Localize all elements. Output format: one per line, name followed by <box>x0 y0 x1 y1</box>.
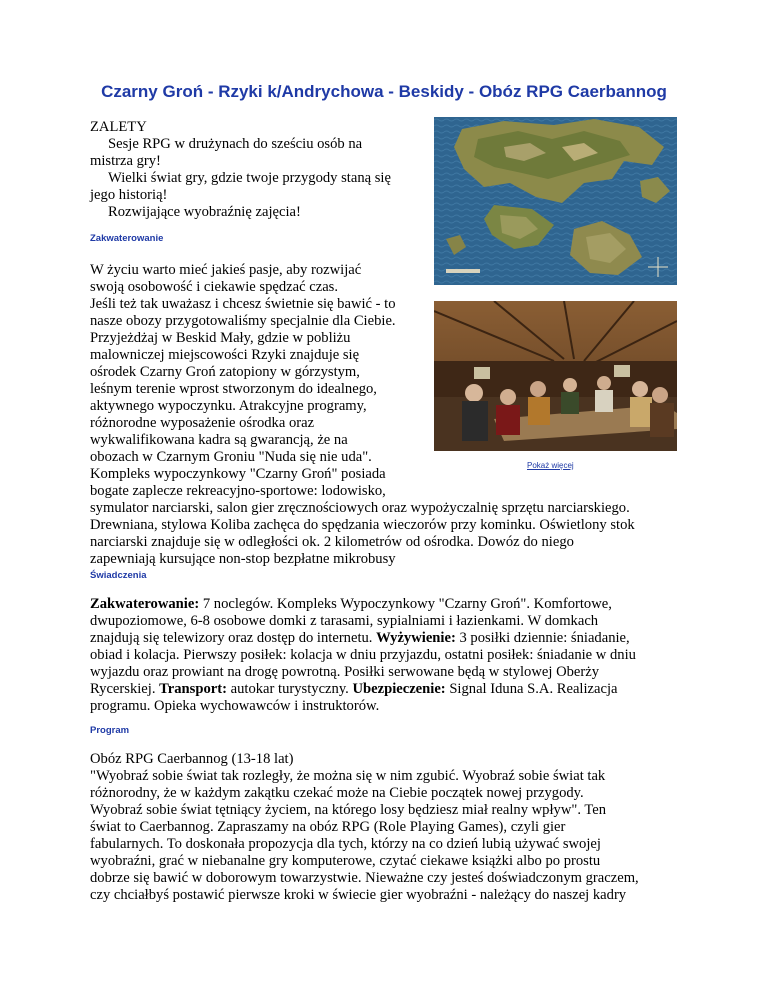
advantage-line: Sesje RPG w drużynach do sześciu osób na <box>108 136 363 152</box>
services-text: Signal Iduna S.A. Realizacja <box>445 681 618 697</box>
services-bold-label: Ubezpieczenie: <box>352 681 446 697</box>
services-line <box>90 630 636 647</box>
services-paragraph <box>90 596 636 715</box>
services-text: obiad i kolacja. Pierwszy posiłek: kolacja w dniu przyjazdu, ostatni posiłek: śniadanie w dniu <box>90 647 636 663</box>
services-line <box>90 647 636 664</box>
section-heading-program: Program <box>90 725 130 736</box>
services-line <box>90 596 636 613</box>
show-more-link[interactable]: Pokaż więcej <box>527 461 574 470</box>
intro-line: aktywnego wypoczynku. Atrakcyjne programy, <box>90 398 367 414</box>
intro-line: Jeśli też tak uważasz i chcesz świetnie się bawić - to <box>90 296 396 312</box>
program-line: świat to Caerbannog. Zapraszamy na obóz RPG (Role Playing Games), czyli gier <box>90 819 566 835</box>
services-text: 7 noclegów. Kompleks Wypoczynkowy "Czarny Groń". Komfortowe, <box>199 596 612 612</box>
intro-line: W życiu warto mieć jakieś pasje, aby rozwijać <box>90 262 362 278</box>
section-heading-accommodation: Zakwaterowanie <box>90 233 164 244</box>
services-text: znajdują się telewizory oraz dostęp do internetu. <box>90 630 377 646</box>
intro-line: malowniczej miejscowości Rzyki znajduje się <box>90 347 360 363</box>
services-text: 3 posiłki dziennie: śniadanie, <box>455 630 630 646</box>
intro-line: leśnym terenie wprost stworzonym do idealnego, <box>90 381 377 397</box>
intro-line: ośrodek Czarny Groń zatopiony w górzystym, <box>90 364 360 380</box>
map-illustration <box>434 117 677 285</box>
intro-line: Drewniana, stylowa Koliba zachęca do spędzania wieczorów przy kominku. Oświetlony stok <box>90 517 635 533</box>
services-bold-label: Wyżywienie: <box>376 630 456 646</box>
program-line: wyobraźni, grać w niebanalne gry komputerowe, czytać ciekawe książki albo po prostu <box>90 853 601 869</box>
program-line: Obóz RPG Caerbannog (13-18 lat) <box>90 751 294 767</box>
intro-line: nasze obozy przygotowaliśmy specjalnie dla Ciebie. <box>90 313 396 329</box>
services-bold-label: Transport: <box>159 681 227 697</box>
program-line: Wyobraź sobie świat tętniący życiem, na którego losy będziesz miał realny wpływ". Ten <box>90 802 607 818</box>
intro-line: symulator narciarski, salon gier zręcznościowych oraz wypożyczalnię sprzętu narciarskiego. <box>90 500 630 516</box>
services-line <box>90 664 636 681</box>
program-line: fabularnych. To doskonała propozycja dla tych, którzy na co dzień lubią używać swojej <box>90 836 601 852</box>
services-text: programu. Opieka wychowawców i instruktorów. <box>90 698 380 714</box>
program-line: dobrze się bawić w doborowym towarzystwie. Nieważne czy jesteś doświadczonym graczem, <box>90 870 639 886</box>
intro-line: Przyjeżdżaj w Beskid Mały, gdzie w pobliżu <box>90 330 351 346</box>
intro-line: zapewniają kursujące non-stop bezpłatne mikrobusy <box>90 551 396 567</box>
advantages-heading: ZALETY <box>90 119 147 135</box>
intro-line: narciarski znajduje się w odległości ok. 2 kilometrów od ośrodka. Dowóz do niego <box>90 534 574 550</box>
advantage-line: Wielki świat gry, gdzie twoje przygody staną się <box>108 170 391 186</box>
photo-illustration <box>434 301 677 451</box>
intro-line: wykwalifikowana kadra są gwarancją, że na <box>90 432 348 448</box>
program-line: różnorodny, że w każdym zakątku czekać może na Ciebie początek nowej przygody. <box>90 785 584 801</box>
dining-hall-photo[interactable] <box>434 301 677 451</box>
program-line: czy chciałbyś postawić pierwsze kroki w świecie gier wyobraźni - należący do naszej kadry <box>90 887 627 903</box>
intro-line: bogate zaplecze rekreacyjno-sportowe: lodowisko, <box>90 483 386 499</box>
advantages-block <box>90 119 391 221</box>
intro-line: obozach w Czarnym Groniu "Nuda się nie uda". <box>90 449 372 465</box>
intro-line: swoją osobowość i ciekawie spędzać czas. <box>90 279 339 295</box>
services-text: dwupoziomowe, 6-8 osobowe domki z tarasami, sypialniami i łazienkami. W domkach <box>90 613 599 629</box>
program-paragraph <box>90 751 639 904</box>
advantage-line: mistrza gry! <box>90 153 161 169</box>
advantage-line: Rozwijające wyobraźnię zajęcia! <box>108 204 301 220</box>
services-line <box>90 681 636 698</box>
intro-line: Kompleks wypoczynkowy "Czarny Groń" posiada <box>90 466 386 482</box>
intro-line: różnorodne wyposażenie ośrodka oraz <box>90 415 315 431</box>
fantasy-map-image <box>434 117 677 285</box>
page-title: Czarny Groń - Rzyki k/Andrychowa - Beskidy - Obóz RPG Caerbannog <box>101 82 667 101</box>
services-text: autokar turystyczny. <box>226 681 353 697</box>
program-line: "Wyobraź sobie świat tak rozległy, że można się w nim zgubić. Wyobraź sobie świat tak <box>90 768 606 784</box>
services-text: Rycerskiej. <box>90 681 160 697</box>
services-text: wyjazdu oraz prowiant na drogę powrotną. Posiłki serwowane będą w stylowej Oberży <box>90 664 600 680</box>
services-line <box>90 698 636 715</box>
section-heading-services: Świadczenia <box>90 570 147 581</box>
services-line <box>90 613 636 630</box>
services-bold-label: Zakwaterowanie: <box>90 596 200 612</box>
advantage-line: jego historią! <box>90 187 168 203</box>
